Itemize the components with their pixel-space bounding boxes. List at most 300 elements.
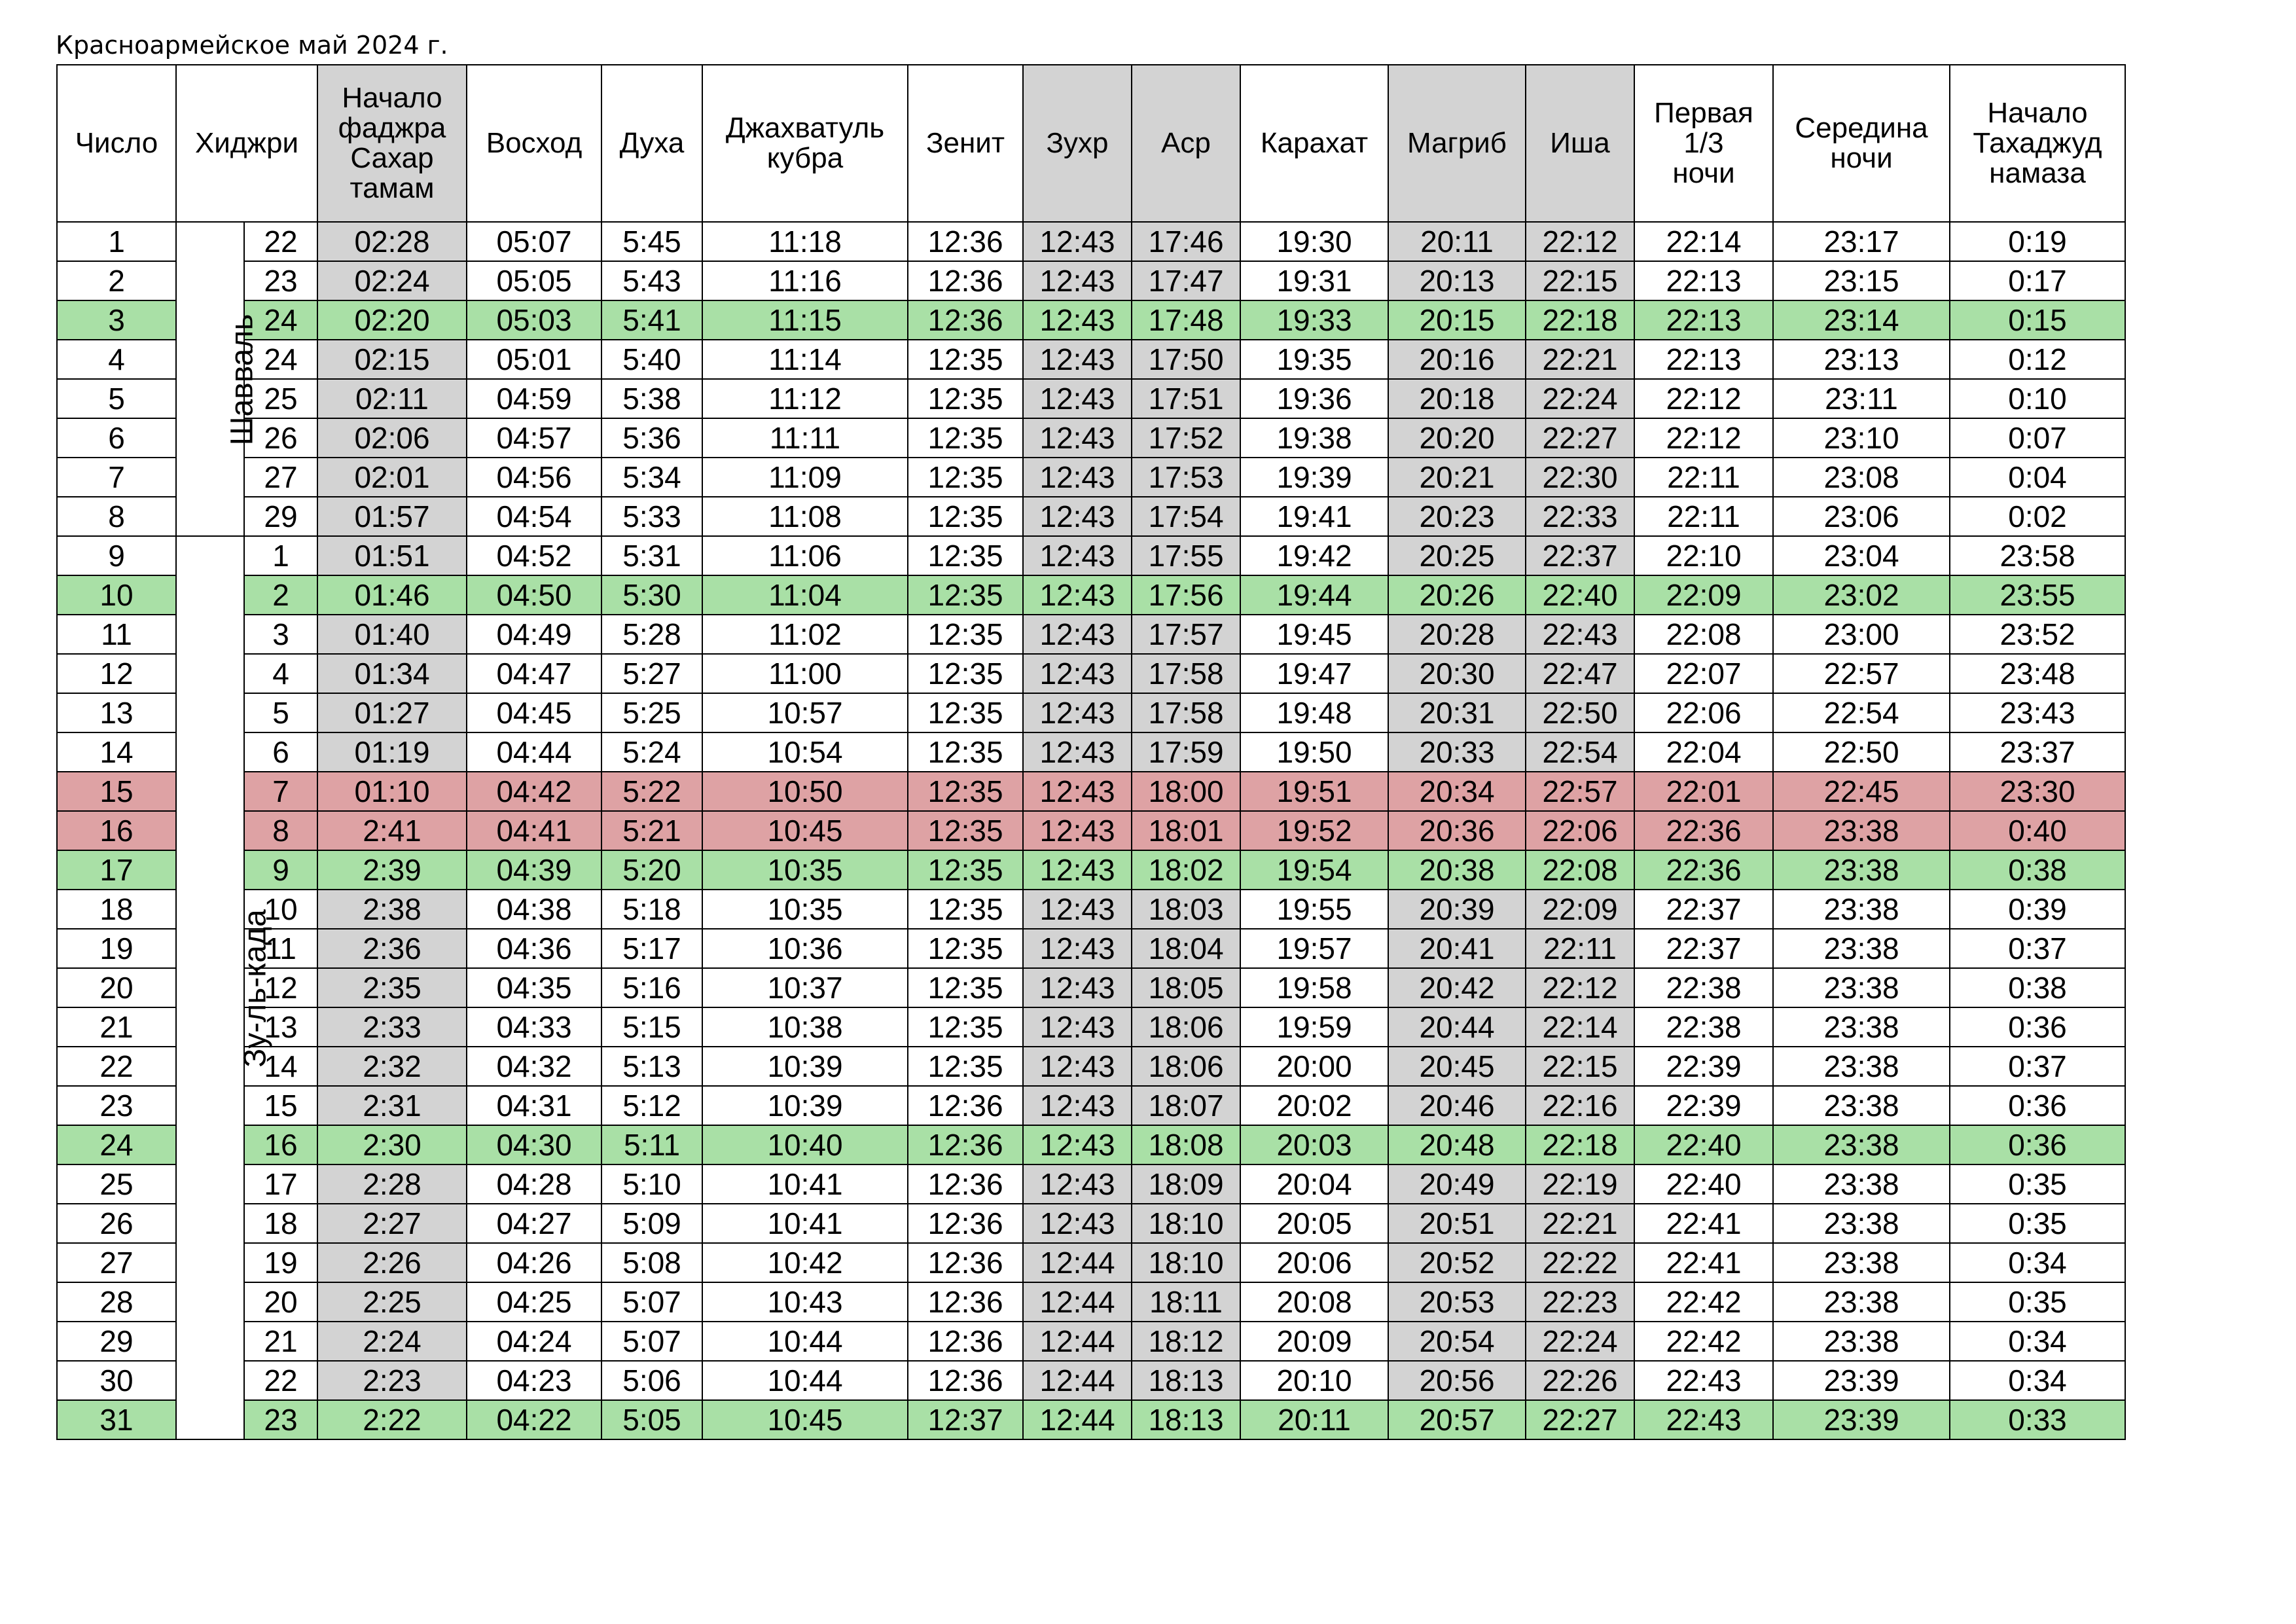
table-row	[57, 340, 2125, 379]
cell-midnight: 23:06	[1773, 497, 1950, 536]
cell-hijri-day: 10	[244, 890, 317, 929]
cell-hijri-day: 20	[244, 1282, 317, 1322]
cell-maghrib: 20:30	[1388, 654, 1526, 693]
cell-fajr: 2:41	[317, 811, 467, 850]
cell-duha: 5:30	[601, 575, 702, 615]
cell-zuhr: 12:43	[1023, 1007, 1132, 1047]
cell-hijri-day: 26	[244, 418, 317, 458]
cell-zenith: 12:36	[908, 1164, 1023, 1204]
cell-midnight: 22:45	[1773, 772, 1950, 811]
cell-dahwa-kubra: 10:45	[702, 811, 908, 850]
cell-isha: 22:08	[1526, 850, 1634, 890]
cell-tahajjud: 0:37	[1950, 929, 2125, 968]
table-row	[57, 693, 2125, 732]
cell-first-third: 22:39	[1634, 1047, 1773, 1086]
cell-zuhr: 12:43	[1023, 1125, 1132, 1164]
cell-isha: 22:23	[1526, 1282, 1634, 1322]
cell-midnight: 23:10	[1773, 418, 1950, 458]
cell-karahat: 19:33	[1240, 300, 1388, 340]
cell-zenith: 12:35	[908, 654, 1023, 693]
cell-fajr: 2:30	[317, 1125, 467, 1164]
cell-asr: 18:13	[1132, 1361, 1240, 1400]
cell-fajr: 2:26	[317, 1243, 467, 1282]
cell-duha: 5:36	[601, 418, 702, 458]
cell-zuhr: 12:43	[1023, 340, 1132, 379]
cell-karahat: 20:10	[1240, 1361, 1388, 1400]
cell-duha: 5:20	[601, 850, 702, 890]
cell-fajr: 2:38	[317, 890, 467, 929]
cell-karahat: 19:35	[1240, 340, 1388, 379]
cell-tahajjud: 0:36	[1950, 1086, 2125, 1125]
cell-dahwa-kubra: 10:44	[702, 1322, 908, 1361]
cell-maghrib: 20:54	[1388, 1322, 1526, 1361]
cell-first-third: 22:42	[1634, 1322, 1773, 1361]
cell-tahajjud: 0:12	[1950, 340, 2125, 379]
cell-first-third: 22:42	[1634, 1282, 1773, 1322]
cell-duha: 5:07	[601, 1322, 702, 1361]
cell-hijri-day: 2	[244, 575, 317, 615]
header-hijri: Хиджри	[176, 65, 317, 222]
cell-karahat: 19:55	[1240, 890, 1388, 929]
cell-sunrise: 04:26	[467, 1243, 601, 1282]
cell-zuhr: 12:43	[1023, 222, 1132, 261]
cell-hijri-day: 27	[244, 458, 317, 497]
cell-sunrise: 04:45	[467, 693, 601, 732]
cell-day: 22	[57, 1047, 176, 1086]
cell-karahat: 20:09	[1240, 1322, 1388, 1361]
cell-sunrise: 04:42	[467, 772, 601, 811]
cell-zenith: 12:35	[908, 772, 1023, 811]
cell-maghrib: 20:31	[1388, 693, 1526, 732]
cell-midnight: 23:38	[1773, 1086, 1950, 1125]
cell-maghrib: 20:36	[1388, 811, 1526, 850]
cell-maghrib: 20:51	[1388, 1204, 1526, 1243]
cell-dahwa-kubra: 10:37	[702, 968, 908, 1007]
cell-hijri-day: 1	[244, 536, 317, 575]
cell-asr: 18:06	[1132, 1047, 1240, 1086]
table-row	[57, 1047, 2125, 1086]
cell-fajr: 01:57	[317, 497, 467, 536]
cell-fajr: 02:24	[317, 261, 467, 300]
cell-zuhr: 12:43	[1023, 458, 1132, 497]
cell-dahwa-kubra: 10:36	[702, 929, 908, 968]
cell-zuhr: 12:43	[1023, 1204, 1132, 1243]
cell-midnight: 23:38	[1773, 811, 1950, 850]
table-row	[57, 300, 2125, 340]
cell-first-third: 22:01	[1634, 772, 1773, 811]
cell-dahwa-kubra: 10:43	[702, 1282, 908, 1322]
cell-asr: 18:10	[1132, 1243, 1240, 1282]
cell-sunrise: 04:35	[467, 968, 601, 1007]
cell-zuhr: 12:43	[1023, 1047, 1132, 1086]
cell-zuhr: 12:44	[1023, 1322, 1132, 1361]
cell-fajr: 2:39	[317, 850, 467, 890]
cell-hijri-day: 24	[244, 340, 317, 379]
cell-first-third: 22:09	[1634, 575, 1773, 615]
cell-maghrib: 20:16	[1388, 340, 1526, 379]
table-row	[57, 222, 2125, 261]
cell-fajr: 2:35	[317, 968, 467, 1007]
cell-isha: 22:15	[1526, 1047, 1634, 1086]
cell-maghrib: 20:28	[1388, 615, 1526, 654]
cell-first-third: 22:40	[1634, 1164, 1773, 1204]
cell-fajr: 02:28	[317, 222, 467, 261]
cell-duha: 5:16	[601, 968, 702, 1007]
cell-sunrise: 04:33	[467, 1007, 601, 1047]
cell-fajr: 01:10	[317, 772, 467, 811]
table-row	[57, 418, 2125, 458]
cell-duha: 5:34	[601, 458, 702, 497]
cell-sunrise: 05:03	[467, 300, 601, 340]
cell-sunrise: 04:36	[467, 929, 601, 968]
cell-tahajjud: 0:34	[1950, 1322, 2125, 1361]
cell-midnight: 23:08	[1773, 458, 1950, 497]
header-midnight: Середина ночи	[1773, 65, 1950, 222]
cell-midnight: 23:38	[1773, 890, 1950, 929]
cell-tahajjud: 0:40	[1950, 811, 2125, 850]
cell-duha: 5:12	[601, 1086, 702, 1125]
cell-asr: 18:07	[1132, 1086, 1240, 1125]
cell-karahat: 19:41	[1240, 497, 1388, 536]
cell-duha: 5:27	[601, 654, 702, 693]
table-row	[57, 772, 2125, 811]
cell-first-third: 22:14	[1634, 222, 1773, 261]
cell-maghrib: 20:34	[1388, 772, 1526, 811]
cell-zuhr: 12:43	[1023, 497, 1132, 536]
cell-midnight: 23:13	[1773, 340, 1950, 379]
cell-karahat: 19:30	[1240, 222, 1388, 261]
cell-isha: 22:57	[1526, 772, 1634, 811]
header-maghrib: Магриб	[1388, 65, 1526, 222]
cell-hijri-day: 14	[244, 1047, 317, 1086]
cell-tahajjud: 0:33	[1950, 1400, 2125, 1439]
cell-zenith: 12:35	[908, 1007, 1023, 1047]
cell-first-third: 22:06	[1634, 693, 1773, 732]
cell-asr: 17:58	[1132, 693, 1240, 732]
table-row	[57, 1204, 2125, 1243]
cell-tahajjud: 23:37	[1950, 732, 2125, 772]
cell-day: 6	[57, 418, 176, 458]
cell-first-third: 22:38	[1634, 1007, 1773, 1047]
cell-sunrise: 04:56	[467, 458, 601, 497]
cell-day: 29	[57, 1322, 176, 1361]
cell-midnight: 23:38	[1773, 1125, 1950, 1164]
cell-tahajjud: 23:55	[1950, 575, 2125, 615]
cell-isha: 22:18	[1526, 300, 1634, 340]
cell-dahwa-kubra: 11:06	[702, 536, 908, 575]
cell-sunrise: 04:52	[467, 536, 601, 575]
cell-zuhr: 12:43	[1023, 654, 1132, 693]
cell-zenith: 12:36	[908, 1243, 1023, 1282]
cell-midnight: 23:38	[1773, 1322, 1950, 1361]
cell-zenith: 12:36	[908, 1204, 1023, 1243]
cell-asr: 17:46	[1132, 222, 1240, 261]
cell-dahwa-kubra: 11:16	[702, 261, 908, 300]
cell-karahat: 19:48	[1240, 693, 1388, 732]
cell-midnight: 23:00	[1773, 615, 1950, 654]
cell-asr: 18:11	[1132, 1282, 1240, 1322]
cell-sunrise: 04:27	[467, 1204, 601, 1243]
cell-hijri-day: 29	[244, 497, 317, 536]
table-row	[57, 615, 2125, 654]
header-karahat: Карахат	[1240, 65, 1388, 222]
prayer-times-table	[56, 64, 2126, 1440]
cell-first-third: 22:13	[1634, 261, 1773, 300]
cell-duha: 5:11	[601, 1125, 702, 1164]
cell-dahwa-kubra: 10:54	[702, 732, 908, 772]
cell-duha: 5:09	[601, 1204, 702, 1243]
cell-day: 8	[57, 497, 176, 536]
cell-karahat: 19:39	[1240, 458, 1388, 497]
cell-isha: 22:22	[1526, 1243, 1634, 1282]
hijri-month-name: Зу-ль-када	[238, 909, 273, 1068]
cell-isha: 22:40	[1526, 575, 1634, 615]
cell-dahwa-kubra: 10:38	[702, 1007, 908, 1047]
cell-dahwa-kubra: 11:04	[702, 575, 908, 615]
cell-midnight: 23:15	[1773, 261, 1950, 300]
cell-day: 23	[57, 1086, 176, 1125]
cell-asr: 18:13	[1132, 1400, 1240, 1439]
cell-isha: 22:26	[1526, 1361, 1634, 1400]
cell-dahwa-kubra: 11:02	[702, 615, 908, 654]
cell-midnight: 23:38	[1773, 968, 1950, 1007]
cell-fajr: 2:27	[317, 1204, 467, 1243]
cell-hijri-day: 9	[244, 850, 317, 890]
cell-maghrib: 20:18	[1388, 379, 1526, 418]
cell-asr: 17:57	[1132, 615, 1240, 654]
hijri-month-cell	[176, 536, 273, 1439]
cell-tahajjud: 23:58	[1950, 536, 2125, 575]
table-row	[57, 811, 2125, 850]
cell-fajr: 2:25	[317, 1282, 467, 1322]
cell-karahat: 19:54	[1240, 850, 1388, 890]
cell-isha: 22:15	[1526, 261, 1634, 300]
cell-zenith: 12:35	[908, 1047, 1023, 1086]
cell-dahwa-kubra: 10:50	[702, 772, 908, 811]
cell-fajr: 2:32	[317, 1047, 467, 1086]
cell-duha: 5:40	[601, 340, 702, 379]
cell-hijri-day: 7	[244, 772, 317, 811]
cell-isha: 22:21	[1526, 340, 1634, 379]
cell-isha: 22:27	[1526, 1400, 1634, 1439]
cell-isha: 22:24	[1526, 379, 1634, 418]
cell-karahat: 19:58	[1240, 968, 1388, 1007]
cell-isha: 22:30	[1526, 458, 1634, 497]
cell-hijri-day: 16	[244, 1125, 317, 1164]
cell-zuhr: 12:43	[1023, 261, 1132, 300]
cell-duha: 5:38	[601, 379, 702, 418]
cell-duha: 5:18	[601, 890, 702, 929]
cell-tahajjud: 0:15	[1950, 300, 2125, 340]
header-dahwa-kubra: Джахватуль кубра	[702, 65, 908, 222]
cell-duha: 5:13	[601, 1047, 702, 1086]
table-row	[57, 458, 2125, 497]
cell-zenith: 12:36	[908, 1361, 1023, 1400]
cell-zenith: 12:35	[908, 968, 1023, 1007]
cell-fajr: 01:40	[317, 615, 467, 654]
cell-asr: 18:01	[1132, 811, 1240, 850]
cell-duha: 5:24	[601, 732, 702, 772]
cell-asr: 18:10	[1132, 1204, 1240, 1243]
cell-fajr: 01:46	[317, 575, 467, 615]
cell-duha: 5:07	[601, 1282, 702, 1322]
cell-hijri-day: 21	[244, 1322, 317, 1361]
cell-dahwa-kubra: 10:57	[702, 693, 908, 732]
cell-isha: 22:33	[1526, 497, 1634, 536]
cell-hijri-day: 23	[244, 261, 317, 300]
table-row	[57, 575, 2125, 615]
cell-fajr: 02:20	[317, 300, 467, 340]
cell-maghrib: 20:48	[1388, 1125, 1526, 1164]
cell-asr: 18:02	[1132, 850, 1240, 890]
cell-hijri-day: 3	[244, 615, 317, 654]
cell-dahwa-kubra: 10:41	[702, 1204, 908, 1243]
cell-asr: 17:47	[1132, 261, 1240, 300]
cell-hijri-day: 25	[244, 379, 317, 418]
cell-duha: 5:15	[601, 1007, 702, 1047]
cell-duha: 5:33	[601, 497, 702, 536]
cell-duha: 5:08	[601, 1243, 702, 1282]
cell-duha: 5:25	[601, 693, 702, 732]
cell-day: 1	[57, 222, 176, 261]
cell-sunrise: 05:07	[467, 222, 601, 261]
cell-asr: 18:09	[1132, 1164, 1240, 1204]
cell-isha: 22:11	[1526, 929, 1634, 968]
cell-asr: 17:58	[1132, 654, 1240, 693]
cell-zuhr: 12:43	[1023, 811, 1132, 850]
cell-hijri-day: 24	[244, 300, 317, 340]
cell-day: 17	[57, 850, 176, 890]
cell-day: 31	[57, 1400, 176, 1439]
cell-sunrise: 04:22	[467, 1400, 601, 1439]
cell-tahajjud: 23:30	[1950, 772, 2125, 811]
cell-maghrib: 20:38	[1388, 850, 1526, 890]
header-sunrise: Восход	[467, 65, 601, 222]
cell-hijri-day: 23	[244, 1400, 317, 1439]
cell-day: 4	[57, 340, 176, 379]
cell-zuhr: 12:44	[1023, 1361, 1132, 1400]
cell-zenith: 12:36	[908, 1086, 1023, 1125]
cell-day: 14	[57, 732, 176, 772]
cell-zenith: 12:35	[908, 379, 1023, 418]
cell-karahat: 20:06	[1240, 1243, 1388, 1282]
cell-hijri-day: 4	[244, 654, 317, 693]
cell-day: 24	[57, 1125, 176, 1164]
cell-tahajjud: 0:36	[1950, 1007, 2125, 1047]
cell-zenith: 12:36	[908, 1282, 1023, 1322]
cell-isha: 22:06	[1526, 811, 1634, 850]
cell-first-third: 22:11	[1634, 497, 1773, 536]
cell-tahajjud: 0:37	[1950, 1047, 2125, 1086]
cell-karahat: 19:50	[1240, 732, 1388, 772]
cell-midnight: 23:38	[1773, 850, 1950, 890]
cell-sunrise: 04:24	[467, 1322, 601, 1361]
cell-tahajjud: 0:39	[1950, 890, 2125, 929]
cell-asr: 17:48	[1132, 300, 1240, 340]
cell-duha: 5:41	[601, 300, 702, 340]
hijri-month-name: Шавваль	[224, 314, 260, 446]
cell-zuhr: 12:43	[1023, 890, 1132, 929]
cell-tahajjud: 0:38	[1950, 968, 2125, 1007]
cell-duha: 5:45	[601, 222, 702, 261]
cell-tahajjud: 0:38	[1950, 850, 2125, 890]
cell-first-third: 22:08	[1634, 615, 1773, 654]
cell-dahwa-kubra: 10:35	[702, 890, 908, 929]
cell-midnight: 23:17	[1773, 222, 1950, 261]
cell-day: 18	[57, 890, 176, 929]
table-row	[57, 1007, 2125, 1047]
cell-karahat: 19:45	[1240, 615, 1388, 654]
cell-zuhr: 12:43	[1023, 1086, 1132, 1125]
cell-isha: 22:37	[1526, 536, 1634, 575]
cell-fajr: 2:23	[317, 1361, 467, 1400]
cell-duha: 5:21	[601, 811, 702, 850]
cell-maghrib: 20:42	[1388, 968, 1526, 1007]
cell-hijri-day: 11	[244, 929, 317, 968]
cell-day: 9	[57, 536, 176, 575]
cell-midnight: 23:38	[1773, 1164, 1950, 1204]
cell-maghrib: 20:45	[1388, 1047, 1526, 1086]
cell-isha: 22:50	[1526, 693, 1634, 732]
cell-karahat: 19:38	[1240, 418, 1388, 458]
cell-zenith: 12:35	[908, 575, 1023, 615]
cell-zenith: 12:35	[908, 536, 1023, 575]
cell-fajr: 2:36	[317, 929, 467, 968]
cell-fajr: 01:51	[317, 536, 467, 575]
table-header-row	[57, 65, 2125, 222]
cell-midnight: 23:38	[1773, 1243, 1950, 1282]
cell-dahwa-kubra: 11:12	[702, 379, 908, 418]
cell-first-third: 22:38	[1634, 968, 1773, 1007]
cell-first-third: 22:41	[1634, 1204, 1773, 1243]
cell-dahwa-kubra: 10:40	[702, 1125, 908, 1164]
cell-hijri-day: 8	[244, 811, 317, 850]
cell-midnight: 23:38	[1773, 929, 1950, 968]
cell-maghrib: 20:15	[1388, 300, 1526, 340]
cell-first-third: 22:43	[1634, 1400, 1773, 1439]
cell-zuhr: 12:43	[1023, 693, 1132, 732]
cell-duha: 5:06	[601, 1361, 702, 1400]
cell-zuhr: 12:44	[1023, 1243, 1132, 1282]
cell-first-third: 22:43	[1634, 1361, 1773, 1400]
cell-zenith: 12:35	[908, 497, 1023, 536]
cell-day: 10	[57, 575, 176, 615]
cell-asr: 17:50	[1132, 340, 1240, 379]
cell-maghrib: 20:11	[1388, 222, 1526, 261]
cell-midnight: 23:11	[1773, 379, 1950, 418]
document-title: Красноармейское май 2024 г.	[56, 31, 448, 60]
cell-dahwa-kubra: 11:11	[702, 418, 908, 458]
cell-sunrise: 04:32	[467, 1047, 601, 1086]
cell-sunrise: 04:50	[467, 575, 601, 615]
cell-isha: 22:14	[1526, 1007, 1634, 1047]
cell-zuhr: 12:43	[1023, 379, 1132, 418]
cell-sunrise: 04:31	[467, 1086, 601, 1125]
cell-first-third: 22:13	[1634, 300, 1773, 340]
cell-sunrise: 04:59	[467, 379, 601, 418]
cell-hijri-day: 22	[244, 222, 317, 261]
cell-asr: 17:53	[1132, 458, 1240, 497]
cell-day: 28	[57, 1282, 176, 1322]
cell-midnight: 22:50	[1773, 732, 1950, 772]
cell-hijri-day: 6	[244, 732, 317, 772]
header-zuhr: Зухр	[1023, 65, 1132, 222]
cell-zuhr: 12:43	[1023, 732, 1132, 772]
cell-tahajjud: 0:10	[1950, 379, 2125, 418]
cell-karahat: 19:51	[1240, 772, 1388, 811]
cell-karahat: 19:52	[1240, 811, 1388, 850]
cell-zenith: 12:35	[908, 890, 1023, 929]
